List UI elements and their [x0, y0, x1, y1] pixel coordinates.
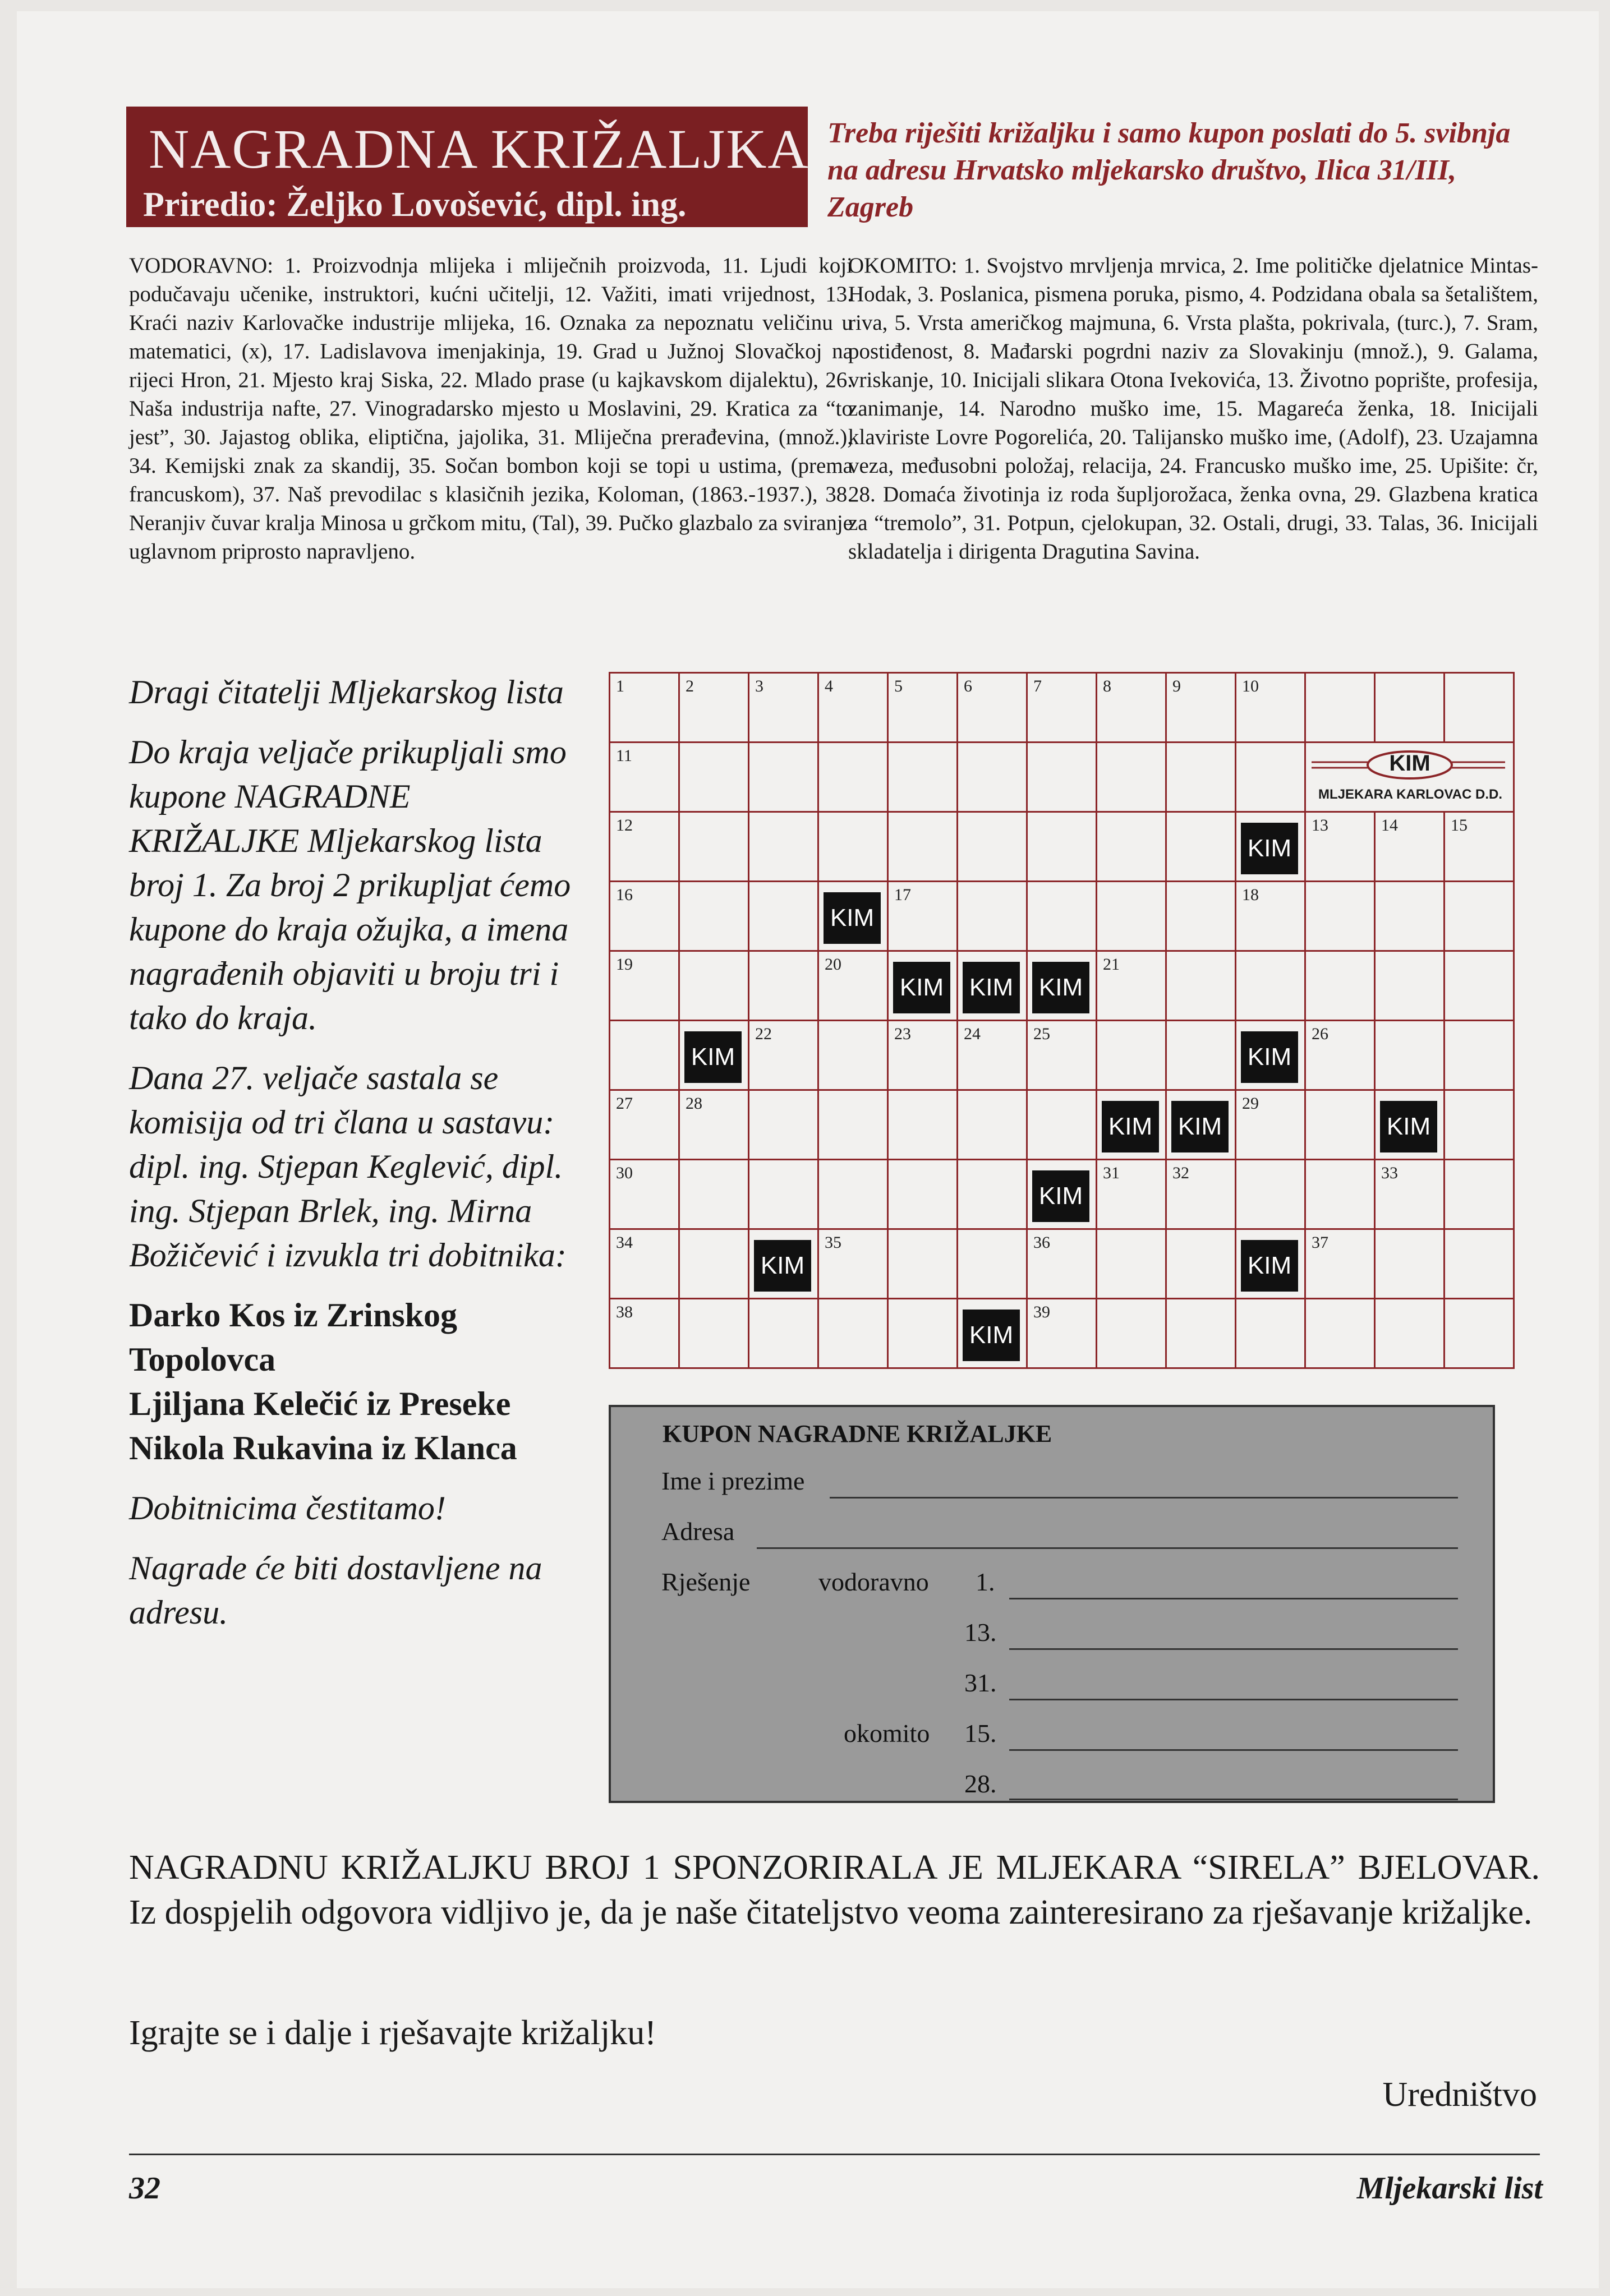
journal-name: Mljekarski list — [1356, 2171, 1543, 2206]
grid-cell[interactable] — [889, 1021, 958, 1091]
cell-number: 37 — [1312, 1233, 1328, 1252]
grid-cell[interactable] — [1028, 813, 1097, 882]
cell-number: 35 — [825, 1233, 841, 1252]
grid-cell — [958, 952, 1028, 1021]
cell-number: 33 — [1381, 1164, 1398, 1182]
crossword-grid — [609, 672, 1515, 1369]
grid-cell[interactable] — [958, 1091, 1028, 1160]
solution-label: Rješenje — [661, 1567, 751, 1596]
grid-cell[interactable] — [1376, 952, 1445, 1021]
cell-number: 39 — [1033, 1303, 1050, 1321]
grid-cell[interactable] — [749, 1021, 819, 1091]
grid-cell[interactable] — [958, 743, 1028, 813]
vertical-clues: OKOMITO: 1. Svojstvo mrvljenja mrvica, 2. Ime političke djelatnice Mintas-Hodak, 3. Poslanica, pismena poruka, pismo, 4. Podzidana obala sa šetalištem, riva, 5. Vrsta američkog majmuna, 6. Vrsta plašta, pokrivala, (turc.), 7. Sram, postiđenost, 8. Mađarski pogrdni naziv za Slovakinju (množ.), 9. Galama, vriskanje, 10. Inicijali slikara Otona Ivekovića, 13. Životno poprište, profesija, zanimanje, 14. Narodno muško ime, 15. Magareća ženka, 18. Inicijali klaviriste Lovre Pogorelića, 20. Talijansko muško ime, (Adolf), 23. Uzajamna veza, međusobni položaj, relacija, 24. Francusko muško ime, 25. Upišite: čr, 28. Domaća životinja iz roda šupljorožaca, ženka ovna, 29. Glazbena kratica za “tremolo”, 31. Potpun, cjelokupan, 32. Ostali, drugi, 33. Talas, 36. Inicijali skladatelja i dirigenta Dragutina Savina. — [848, 253, 1538, 564]
grid-cell[interactable] — [889, 882, 958, 952]
grid-cell[interactable] — [1167, 674, 1236, 743]
kim-block: KIM — [824, 892, 881, 944]
kim-block: KIM — [1241, 1031, 1298, 1083]
grid-cell[interactable] — [1028, 674, 1097, 743]
grid-cell[interactable] — [749, 882, 819, 952]
grid-cell[interactable] — [958, 1160, 1028, 1230]
readers-letter — [129, 670, 583, 1650]
horizontal-answer-number: 1. — [976, 1567, 995, 1596]
coupon-title: KUPON NAGRADNE KRIŽALJKE — [663, 1420, 1052, 1447]
grid-cell[interactable] — [819, 1299, 889, 1369]
grid-cell[interactable] — [1445, 1230, 1515, 1299]
cell-number: 12 — [616, 816, 633, 835]
cell-number: 38 — [616, 1303, 633, 1321]
grid-cell[interactable] — [958, 882, 1028, 952]
grid-cell[interactable] — [1097, 1160, 1167, 1230]
grid-cell[interactable] — [1376, 1230, 1445, 1299]
cell-number: 8 — [1103, 677, 1111, 695]
grid-cell[interactable] — [1306, 952, 1376, 1021]
horizontal-answer-number: 31. — [964, 1668, 997, 1697]
horizontal-answer-number: 13. — [964, 1618, 997, 1647]
grid-cell[interactable] — [1306, 813, 1376, 882]
grid-cell[interactable] — [1376, 813, 1445, 882]
cell-number: 20 — [825, 955, 841, 974]
grid-cell[interactable] — [680, 1230, 749, 1299]
grid-cell[interactable] — [1445, 1021, 1515, 1091]
grid-cell[interactable] — [610, 1021, 680, 1091]
grid-cell[interactable] — [1445, 674, 1515, 743]
kim-block: KIM — [1171, 1101, 1229, 1152]
grid-cell[interactable] — [819, 743, 889, 813]
grid-cell — [958, 1299, 1028, 1369]
grid-cell[interactable] — [1028, 743, 1097, 813]
grid-cell[interactable] — [1167, 1230, 1236, 1299]
grid-cell[interactable] — [1376, 1160, 1445, 1230]
grid-cell[interactable] — [610, 813, 680, 882]
kim-block: KIM — [963, 962, 1020, 1013]
cell-number: 5 — [894, 677, 903, 695]
grid-cell[interactable] — [1167, 952, 1236, 1021]
grid-cell[interactable] — [1306, 1021, 1376, 1091]
grid-cell — [1236, 1230, 1306, 1299]
cell-number: 3 — [755, 677, 763, 695]
grid-cell[interactable] — [749, 743, 819, 813]
grid-cell[interactable] — [1445, 882, 1515, 952]
grid-cell[interactable] — [1028, 1230, 1097, 1299]
grid-cell — [1236, 1021, 1306, 1091]
grid-cell[interactable] — [889, 1230, 958, 1299]
cell-number: 6 — [964, 677, 972, 695]
grid-cell[interactable] — [1097, 813, 1167, 882]
cell-number: 13 — [1312, 816, 1328, 835]
grid-cell[interactable] — [610, 882, 680, 952]
answer-field-h13[interactable] — [1009, 1648, 1458, 1650]
grid-cell[interactable] — [749, 952, 819, 1021]
horizontal-label: vodoravno — [818, 1567, 929, 1596]
grid-cell[interactable] — [1236, 674, 1306, 743]
grid-cell[interactable] — [1167, 813, 1236, 882]
grid-cell[interactable] — [1306, 1230, 1376, 1299]
grid-cell[interactable] — [889, 743, 958, 813]
grid-cell[interactable] — [1167, 1299, 1236, 1369]
cell-number: 22 — [755, 1025, 772, 1043]
grid-cell[interactable] — [1097, 743, 1167, 813]
cell-number: 25 — [1033, 1025, 1050, 1043]
vertical-answer-number: 15. — [964, 1719, 997, 1748]
grid-cell — [889, 952, 958, 1021]
grid-cell[interactable] — [1376, 1021, 1445, 1091]
grid-cell[interactable] — [1445, 1160, 1515, 1230]
grid-cell[interactable] — [1167, 743, 1236, 813]
grid-cell[interactable] — [1376, 1299, 1445, 1369]
grid-cell[interactable] — [1306, 1299, 1376, 1369]
footer-rule — [129, 2154, 1540, 2155]
kim-block: KIM — [1032, 1170, 1089, 1222]
cell-number: 36 — [1033, 1233, 1050, 1252]
cell-number: 30 — [616, 1164, 633, 1182]
address-field[interactable] — [757, 1547, 1458, 1549]
cell-number: 2 — [686, 677, 694, 695]
grid-cell — [1028, 1160, 1097, 1230]
grid-cell[interactable] — [958, 1230, 1028, 1299]
grid-cell[interactable] — [749, 1299, 819, 1369]
grid-cell[interactable] — [889, 1091, 958, 1160]
grid-cell[interactable] — [1097, 952, 1167, 1021]
grid-cell[interactable] — [1167, 1160, 1236, 1230]
logo-caption: MLJEKARA KARLOVAC D.D. — [1318, 787, 1502, 802]
cell-number: 1 — [616, 677, 624, 695]
vertical-label: okomito — [844, 1719, 930, 1748]
crossword-header — [126, 107, 808, 227]
grid-cell[interactable] — [680, 882, 749, 952]
grid-cell[interactable] — [610, 1160, 680, 1230]
cell-number: 19 — [616, 955, 633, 974]
kim-block: KIM — [963, 1310, 1020, 1361]
grid-cell — [680, 1021, 749, 1091]
cell-number: 7 — [1033, 677, 1042, 695]
sponsor-note: NAGRADNU KRIŽALJKU BROJ 1 SPONZORIRALA JE MLJEKARA “SIRELA” BJELOVAR. Iz dospjelih odgovora vidljivo je, da je naše čitateljstvo veoma zainteresirano za rješavanje križaljke. — [129, 1848, 1540, 1931]
grid-cell[interactable] — [680, 674, 749, 743]
author-line: Priredio: Željko Lovošević, dipl. ing. — [143, 186, 687, 224]
kim-block: KIM — [1102, 1101, 1159, 1152]
grid-cell[interactable] — [1097, 882, 1167, 952]
cell-number: 28 — [686, 1094, 702, 1113]
grid-cell[interactable] — [680, 1160, 749, 1230]
grid-cell[interactable] — [1097, 674, 1167, 743]
grid-cell[interactable] — [1097, 1230, 1167, 1299]
address-label: Adresa — [661, 1517, 735, 1546]
cell-number: 32 — [1172, 1164, 1189, 1182]
closing-line: Igrajte se i dalje i rješavajte križaljku! — [129, 2014, 656, 2052]
grid-cell[interactable] — [819, 1160, 889, 1230]
kim-logo — [1306, 743, 1515, 813]
editor-signature: Uredništvo — [1382, 2076, 1537, 2114]
grid-cell — [819, 882, 889, 952]
grid-cell[interactable] — [1167, 1021, 1236, 1091]
grid-cell[interactable] — [1236, 882, 1306, 952]
grid-cell[interactable] — [1236, 1160, 1306, 1230]
grid-cell[interactable] — [819, 1091, 889, 1160]
grid-cell[interactable] — [1028, 1299, 1097, 1369]
grid-cell[interactable] — [889, 1299, 958, 1369]
grid-cell[interactable] — [958, 813, 1028, 882]
grid-cell[interactable] — [610, 743, 680, 813]
grid-cell[interactable] — [1445, 1299, 1515, 1369]
cell-number: 23 — [894, 1025, 911, 1043]
letter-greeting: Dragi čitatelji Mljekarskog lista — [129, 674, 564, 711]
grid-cell[interactable] — [819, 1021, 889, 1091]
winner-name: Darko Kos iz Zrinskog Topolovca — [129, 1297, 458, 1378]
grid-cell[interactable] — [1097, 1299, 1167, 1369]
grid-cell[interactable] — [1306, 882, 1376, 952]
grid-cell — [749, 1230, 819, 1299]
letter-paragraph: Dana 27. veljače sastala se komisija od tri člana u sastavu: dipl. ing. Stjepan Keglević, dipl. ing. Stjepan Brlek, ing. Mirna Božičević i izvukla tri dobitnika: — [129, 1059, 567, 1274]
grid-cell[interactable] — [1445, 1091, 1515, 1160]
cell-number: 17 — [894, 886, 911, 904]
grid-cell[interactable] — [749, 1091, 819, 1160]
cell-number: 27 — [616, 1094, 633, 1113]
cell-number: 26 — [1312, 1025, 1328, 1043]
page-title: NAGRADNA KRIŽALJKA — [149, 118, 809, 180]
grid-cell[interactable] — [958, 1021, 1028, 1091]
cell-number: 10 — [1242, 677, 1259, 695]
grid-cell — [1236, 813, 1306, 882]
answer-field-v15[interactable] — [1009, 1749, 1458, 1751]
grid-cell — [1028, 952, 1097, 1021]
winners-list — [129, 1293, 583, 1470]
grid-cell[interactable] — [749, 674, 819, 743]
grid-cell[interactable] — [749, 813, 819, 882]
grid-cell[interactable] — [749, 1160, 819, 1230]
cell-number: 21 — [1103, 955, 1120, 974]
grid-cell[interactable] — [819, 813, 889, 882]
grid-cell — [1097, 1091, 1167, 1160]
grid-cell[interactable] — [1028, 1021, 1097, 1091]
kim-block: KIM — [1032, 962, 1089, 1013]
grid-cell[interactable] — [1167, 882, 1236, 952]
name-field[interactable] — [830, 1497, 1458, 1499]
grid-cell[interactable] — [1306, 1160, 1376, 1230]
grid-cell[interactable] — [889, 674, 958, 743]
kim-block: KIM — [1241, 1240, 1298, 1292]
grid-cell[interactable] — [610, 1299, 680, 1369]
grid-cell[interactable] — [1028, 882, 1097, 952]
grid-cell — [1167, 1091, 1236, 1160]
winner-name: Nikola Rukavina iz Klanca — [129, 1430, 517, 1467]
cell-number: 31 — [1103, 1164, 1120, 1182]
answer-field-h31[interactable] — [1009, 1699, 1458, 1700]
grid-cell[interactable] — [1306, 674, 1376, 743]
grid-cell — [1376, 1091, 1445, 1160]
grid-cell[interactable] — [889, 1160, 958, 1230]
grid-cell[interactable] — [1097, 1021, 1167, 1091]
grid-cell[interactable] — [1236, 743, 1306, 813]
cell-number: 18 — [1242, 886, 1259, 904]
grid-cell[interactable] — [610, 1230, 680, 1299]
grid-cell[interactable] — [680, 952, 749, 1021]
kim-block: KIM — [1241, 823, 1298, 874]
cell-number: 14 — [1381, 816, 1398, 835]
delivery-note: Nagrade će biti dostavljene na adresu. — [129, 1550, 542, 1631]
grid-cell[interactable] — [1445, 952, 1515, 1021]
grid-cell[interactable] — [889, 813, 958, 882]
page-number: 32 — [129, 2171, 160, 2206]
cell-number: 4 — [825, 677, 833, 695]
cell-number: 9 — [1172, 677, 1181, 695]
grid-cell[interactable] — [1028, 1091, 1097, 1160]
cell-number: 34 — [616, 1233, 633, 1252]
name-label: Ime i prezime — [661, 1467, 805, 1495]
grid-cell[interactable] — [1445, 813, 1515, 882]
grid-cell[interactable] — [1306, 1091, 1376, 1160]
cell-number: 16 — [616, 886, 633, 904]
grid-cell[interactable] — [819, 674, 889, 743]
grid-cell[interactable] — [1376, 882, 1445, 952]
horizontal-clues: VODORAVNO: 1. Proizvodnja mlijeka i mliječnih proizvoda, 11. Ljudi koji podučavaju učenike, instruktori, kućni učitelji, 12. Važiti, imati vrijednost, 13. Kraći naziv Karlovačke industrije mlijeka, 16. Oznaka za nepoznatu veličinu u matematici, (x), 17. Ladislavova imenjakinja, 19. Grad u Južnoj Slovačkoj na rijeci Hron, 21. Mjesto kraj Siska, 22. Mlado prase (u kajkavskom dijalektu), 26. Naša industrija nafte, 27. Vinogradarsko mjesto u Moslavini, 29. Kratica za “to jest”, 30. Jajastog oblika, eliptična, jajolika, 31. Mliječna prerađevina, (množ.), 34. Kemijski znak za skandij, 35. Sočan bombon koji se topi u ustima, (prema francuskom), 37. Naš prevodilac s klasičnih jezika, Koloman, (1863.-1937.), 38. Neranjiv čuvar kralja Minosa u grčkom mitu, (Tal), 39. Pučko glazbalo za sviranje uglavnom priprosto napravljeno. — [129, 253, 853, 564]
grid-cell[interactable] — [1236, 952, 1306, 1021]
cell-number: 29 — [1242, 1094, 1259, 1113]
grid-cell[interactable] — [819, 1230, 889, 1299]
grid-cell[interactable] — [680, 1091, 749, 1160]
grid-cell[interactable] — [680, 813, 749, 882]
grid-cell[interactable] — [958, 674, 1028, 743]
answer-field-h1[interactable] — [1009, 1598, 1458, 1599]
kim-block: KIM — [684, 1031, 742, 1083]
submission-instructions: Treba riješiti križaljku i samo kupon poslati do 5. svibnja na adresu Hrvatsko mljekarsko društvo, Ilica 31/III, Zagreb — [827, 117, 1511, 223]
grid-cell[interactable] — [1376, 674, 1445, 743]
congratulations: Dobitnicima čestitamo! — [129, 1490, 446, 1527]
cell-number: 15 — [1451, 816, 1468, 835]
kim-block: KIM — [754, 1240, 811, 1292]
grid-cell[interactable] — [610, 1091, 680, 1160]
winner-name: Ljiljana Kelečić iz Preseke — [129, 1385, 511, 1422]
grid-cell[interactable] — [1236, 1091, 1306, 1160]
grid-cell[interactable] — [610, 674, 680, 743]
cell-number: 24 — [964, 1025, 981, 1043]
cell-number: 11 — [616, 746, 632, 765]
grid-cell[interactable] — [680, 743, 749, 813]
grid-cell[interactable] — [1236, 1299, 1306, 1369]
grid-cell[interactable] — [610, 952, 680, 1021]
kim-block: KIM — [893, 962, 950, 1013]
logo-text: KIM — [1389, 751, 1430, 776]
grid-cell[interactable] — [680, 1299, 749, 1369]
entry-coupon — [609, 1405, 1495, 1803]
answer-field-v28[interactable] — [1009, 1799, 1458, 1800]
grid-cell[interactable] — [819, 952, 889, 1021]
kim-block: KIM — [1380, 1101, 1437, 1152]
letter-paragraph: Do kraja veljače prikupljali smo kupone NAGRADNE KRIŽALJKE Mljekarskog lista broj 1. Za broj 2 prikupljat ćemo kupone do kraja ožujka, a imena nagrađenih objaviti u broju tri i tako do kraja. — [129, 734, 571, 1036]
vertical-answer-number: 28. — [964, 1769, 997, 1798]
